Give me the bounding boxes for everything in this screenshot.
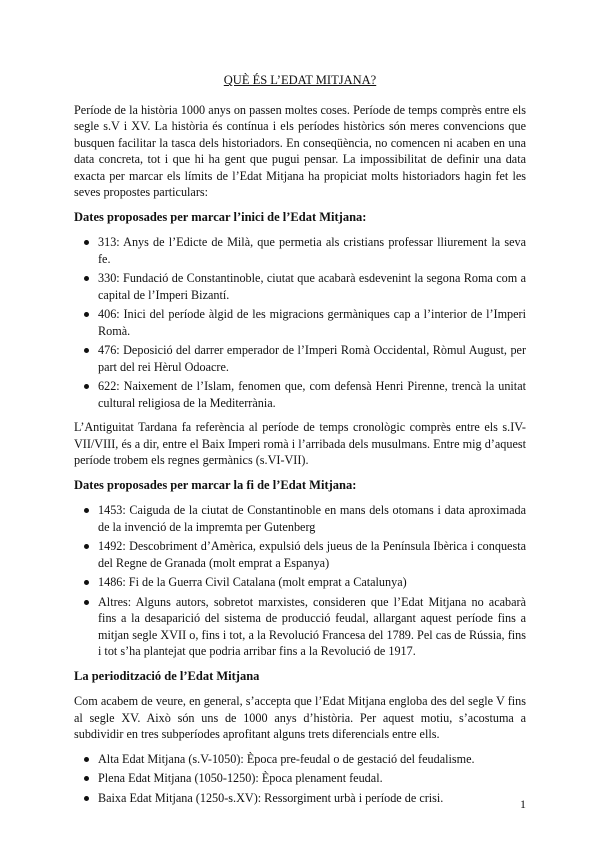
section-heading-end-dates: Dates proposades per marcar la fi de l’Edat Mitjana: bbox=[74, 477, 357, 492]
section-heading-periodization: La periodització de l’Edat Mitjana bbox=[74, 668, 260, 683]
list-item: 476: Deposició del darrer emperador de l’Imperi Romà Occidental, Ròmul August, per part del rei Hèrul Odoacre. bbox=[98, 343, 526, 374]
periodization-list bbox=[74, 751, 526, 807]
list-item: Altres: Alguns autors, sobretot marxistes, consideren que l’Edat Mitjana no acabarà fins a la desaparició del sistema de producció feudal, allargant aquest període fins a mitjan segle XVII o, fins i tot, a la Revolució Francesa del 1789. Pel cas de Rússia, fins i tot s’ha plantejat que podria arribar fins a la Revolució de 1917. bbox=[98, 594, 526, 658]
page-title: QUÈ ÉS L’EDAT MITJANA? bbox=[223, 73, 377, 87]
list-item: Plena Edat Mitjana (1050-1250): Època plenament feudal. bbox=[98, 770, 526, 787]
list-item: 313: Anys de l’Edicte de Milà, que permetia als cristians professar lliurement la seva fe. bbox=[98, 235, 526, 266]
list-item: 1453: Caiguda de la ciutat de Constantinoble en mans dels otomans i data aproximada de la invenció de la impremta per Gutenberg bbox=[98, 503, 526, 534]
list-item: 330: Fundació de Constantinoble, ciutat que acabarà esdevenint la segona Roma com a capital de l’Imperi Bizantí. bbox=[98, 271, 526, 302]
periodization-paragraph: Com acabem de veure, en general, s’accepta que l’Edat Mitjana engloba des del segle V fins al segle XV. Això són uns de 1000 anys d’història. Per aquest motiu, s’acostuma a subdividir en tres subperíodes aprofitant alguns trets diferencials entre ells. bbox=[74, 694, 526, 741]
document-page bbox=[74, 72, 526, 814]
list-item: Alta Edat Mitjana (s.V-1050): Època pre-feudal o de gestació del feudalisme. bbox=[98, 751, 526, 768]
list-item: 406: Inici del període àlgid de les migracions germàniques cap a l’interior de l’Imperi Romà. bbox=[98, 307, 526, 338]
list-item: Baixa Edat Mitjana (1250-s.XV): Ressorgiment urbà i període de crisi. bbox=[98, 790, 526, 807]
start-dates-list bbox=[74, 234, 526, 411]
list-item: 1486: Fi de la Guerra Civil Catalana (molt emprat a Catalunya) bbox=[98, 574, 526, 591]
late-antiquity-paragraph: L’Antiguitat Tardana fa referència al període de temps cronològic comprès entre els s.IV-VII/VIII, és a dir, entre el Baix Imperi romà i l’arribada dels musulmans. Entre mig d’aquest període trobem els regnes germànics (s.VI-VII). bbox=[74, 420, 526, 467]
section-heading-start-dates: Dates proposades per marcar l’inici de l’Edat Mitjana: bbox=[74, 209, 367, 224]
list-item: 622: Naixement de l’Islam, fenomen que, com defensà Henri Pirenne, trencà la unitat cultural religiosa de la Mediterrània. bbox=[98, 379, 526, 410]
list-item: 1492: Descobriment d’Amèrica, expulsió dels jueus de la Península Ibèrica i conquesta del Regne de Granada (molt emprat a Espanya) bbox=[98, 539, 526, 570]
page-number: 1 bbox=[520, 797, 526, 811]
end-dates-list bbox=[74, 502, 526, 660]
intro-paragraph: Període de la història 1000 anys on passen moltes coses. Període de temps comprès entre els segle s.V i XV. La història és contínua i els períodes històrics són meres convencions que busquen facilitar la tasca dels historiadors. En conseqüència, no comencen ni acaben en una data concreta, tot i que hi ha gent que pugui pensar. La impossibilitat de definir una data exacta per marcar els límits de l’Edat Mitjana ha propiciat molts historiadors hagin fet les seves propostes particulars: bbox=[74, 102, 526, 199]
